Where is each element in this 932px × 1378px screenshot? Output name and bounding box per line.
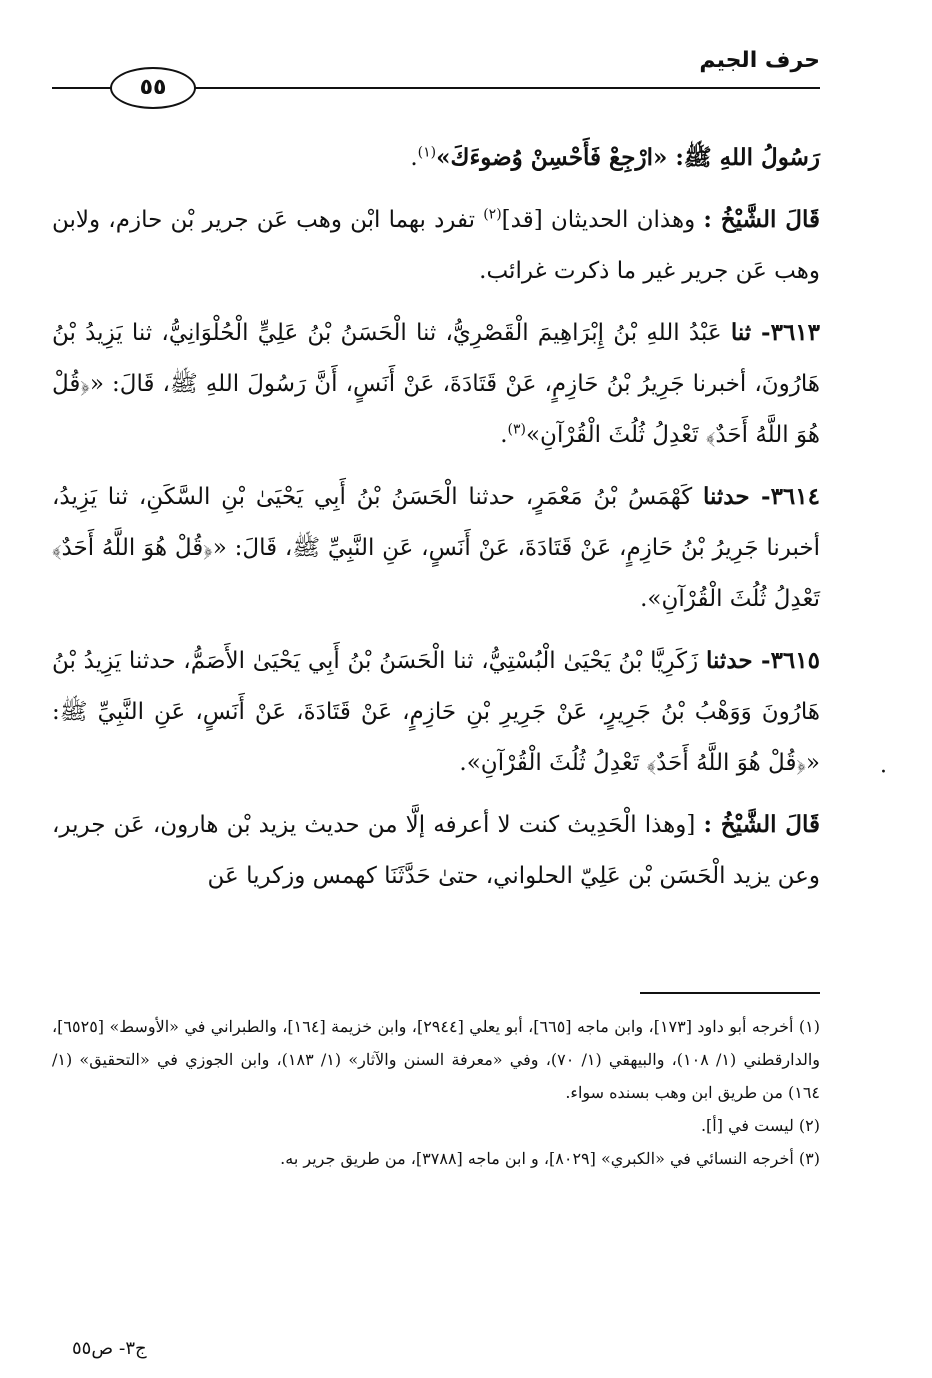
paragraph-1 [52,132,820,184]
shaykh-label: قَالَ الشَّيْخُ : [703,811,820,838]
footnote-2: (٢) ليست في [أ]. [700,1116,820,1135]
footnote-rule [640,992,820,994]
running-title: حرف الجيم [699,48,820,73]
footnote-ref-1: (١) [417,144,437,161]
hadith-3615 [52,635,820,789]
hadith-3614 [52,471,820,625]
commentary-text: [وهذا الْحَدِيث كنت لا أعرفه إلَّا من حديث يزيد بْن هارون، عَن جرير، وعن يزيد الْحَسَن بْن عَلِيّ الحلواني، حتىٰ حَدَّثَنَا كهمس وزكريا عَن [52,812,820,889]
hadith-number: ٣٦١٤- حدثنا [702,483,820,510]
margin-mark: · [880,760,887,785]
volume-page-signature: ج٣- ص٥٥ [72,1338,147,1359]
commentary-text: وهذان الحديثان [قد] [501,207,696,233]
paragraph-end: . [500,422,508,448]
commentary-text: تفرد بهما ابْن وهب عَن جرير بْن حازم، ولابن وهب عَن جرير غير ما ذكرت غرائب. [52,207,820,284]
footnotes [52,1010,820,1175]
footnote-ref-2: (٢) [483,206,502,223]
main-text [52,132,820,912]
hadith-number: ٣٦١٣- ثنا [730,319,821,346]
hadith-text: زَكَرِيَّا بْنُ يَحْيَىٰ الْبُسْتِيُّ، ثنا الْحَسَنُ بْنُ أَبِي يَحْيَىٰ الأَصَمُّ، حدثنا يَزِيدُ بْنُ هَارُونَ وَوَهْبُ بْنُ جَرِيرٍ، عَنْ جَرِيرِ بْنِ حَازِمٍ، عَنْ قَتَادَةَ، عَنْ أَنَسٍ، عَنِ النَّبِيِّ ﷺ: «﴿قُلْ هُوَ اللَّهُ أَحَدٌ﴾ تَعْدِلُ ثُلُثَ الْقُرْآنِ». [52,648,820,776]
page-number: ٥٥ [110,67,196,109]
paragraph-6 [52,799,820,902]
shaykh-label: قَالَ الشَّيْخُ : [703,206,820,233]
hadith-number: ٣٦١٥- حدثنا [705,647,820,674]
hadith-continuation: رَسُولُ اللهِ ﷺ: «ارْجِعْ فَأَحْسِنْ وُضوءَكَ» [436,144,820,171]
hadith-text: كَهْمَسُ بْنُ مَعْمَرٍ، حدثنا الْحَسَنُ بْنُ أَبِي يَحْيَىٰ بْنِ السَّكَنِ، ثنا يَزِيدُ، أخبرنا جَرِيرُ بْنُ حَازِمٍ، عَنْ قَتَادَةَ، عَنْ أَنَسٍ، عَنِ النَّبِيِّ ﷺ، قَالَ: «﴿قُلْ هُوَ اللَّهُ أَحَدٌ﴾ تَعْدِلُ ثُلُثَ الْقُرْآنِ». [52,484,820,612]
hadith-text: عَبْدُ اللهِ بْنُ إِبْرَاهِيمَ الْقَصْرِيُّ، ثنا الْحَسَنُ بْنُ عَلِيٍّ الْحُلْوَانِيُّ، ثنا يَزِيدُ بْنُ هَارُونَ، أخبرنا جَرِيرُ بْنُ حَازِمٍ، عَنْ قَتَادَةَ، عَنْ أَنَسٍ، أَنَّ رَسُولَ اللهِ ﷺ، قَالَ: «﴿قُلْ هُوَ اللَّهُ أَحَدٌ﴾ تَعْدِلُ ثُلُثَ الْقُرْآنِ» [52,320,820,448]
footnote-1: (١) أخرجه أبو داود [١٧٣]، وابن ماجه [٦٦٥]، أبو يعلي [٢٩٤٤]، وابن خزيمة [١٦٤]، والطبراني في «الأوسط» [٦٥٢٥]، والدارقطني (١/ ١٠٨)، والبيهقي (١/ ٧٠)، وفي «معرفة السنن والآثار» (١/ ١٨٣)، وابن الجوزي في «التحقيق» (١/ ١٦٤) من طريق ابن وهب بسنده سواء. [52,1017,821,1102]
paragraph-end: . [410,145,418,171]
footnote-ref-3: (٣) [507,421,526,438]
paragraph-2 [52,194,820,297]
hadith-3613 [52,307,820,461]
footnote-3: (٣) أخرجه النسائي في «الكبري» [٨٠٢٩]، و ابن ماجه [٣٧٨٨]، من طريق جرير به. [280,1149,820,1168]
